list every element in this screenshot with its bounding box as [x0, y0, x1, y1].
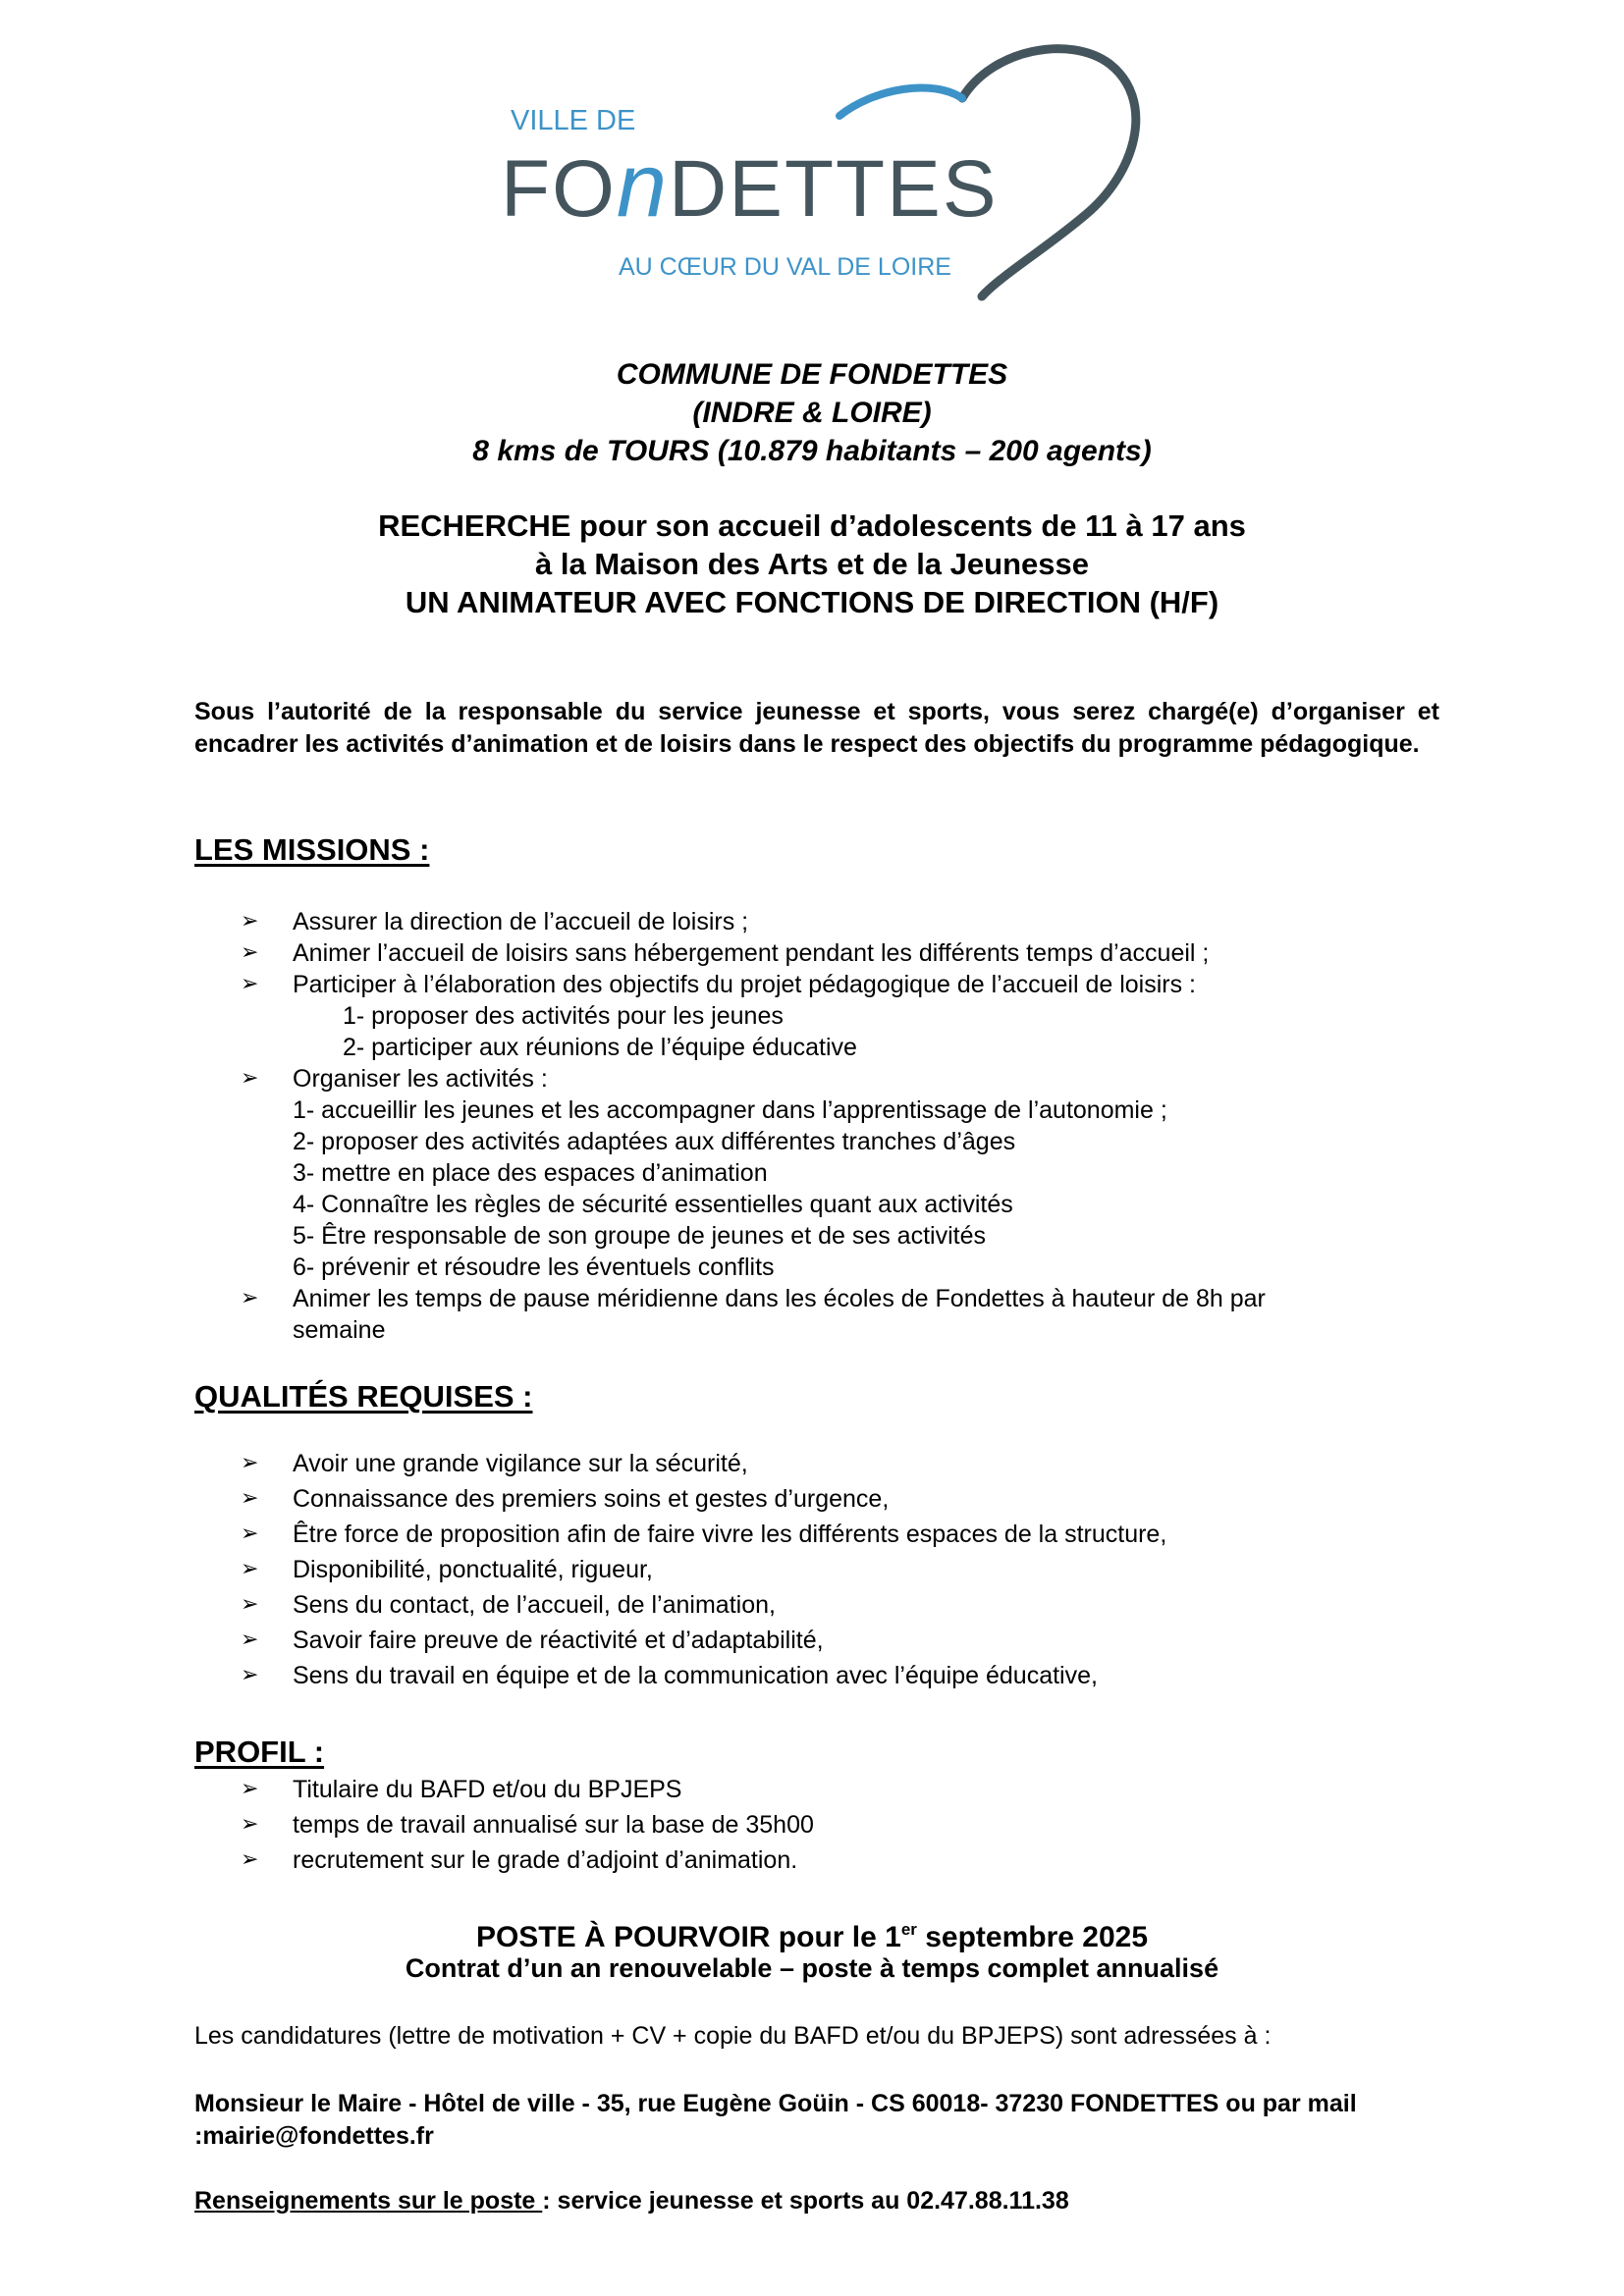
renseignements-line: [194, 2187, 1069, 2216]
sub-item: 1- accueillir les jeunes et les accompagner dans l’apprentissage de l’autonomie ;: [293, 1096, 1167, 1124]
arrowhead-bullet-icon: ➢: [241, 1285, 259, 1309]
address-text: Monsieur le Maire - Hôtel de ville - 35, rue Eugène Goüin - CS 60018- 37230 FONDETTES ou par mail :mairie@fondettes.fr: [194, 2090, 1357, 2150]
poste-heading: POSTE À POURVOIR pour le 1er septembre 2025: [475, 1920, 1149, 1953]
sub-item: 3- mettre en place des espaces d’animation: [293, 1159, 768, 1187]
renseignements-text: : service jeunesse et sports au 02.47.88.11.38: [542, 2187, 1069, 2215]
contrat-line: Contrat d’un an renouvelable – poste à temps complet annualisé: [405, 1953, 1219, 1983]
recherche-block: [0, 507, 1624, 621]
logo-line1: VILLE DE: [511, 105, 636, 136]
arrowhead-bullet-icon: ➢: [241, 1591, 259, 1616]
recherche-line3: UN ANIMATEUR AVEC FONCTIONS DE DIRECTION (H/F): [405, 585, 1219, 619]
arrowhead-bullet-icon: ➢: [241, 1556, 259, 1580]
logo-name-part2: n: [616, 135, 670, 236]
sub-item: 4- Connaître les règles de sécurité essentielles quant aux activités: [293, 1191, 1013, 1218]
header-line2: (INDRE & LOIRE): [692, 397, 932, 429]
sub-item: 6- prévenir et résoudre les éventuels conflits: [293, 1254, 775, 1281]
sub-item: 2- participer aux réunions de l’équipe éducative: [343, 1034, 857, 1061]
job-posting-page: VILLE DE FOnDETTES AU CŒUR DU VAL DE LOIRE COMMUNE DE FONDETTES (INDRE & LOIRE) 8 kms de TOURS (10.879 habitants – 200 agents) RECHERCHE pour son accueil d’adolescents de 11 à 17 ans à la Maison des Arts et de la Jeunesse UN ANIMATEUR AVEC FONCTIONS DE DIRECTION (H/F) Sous l’autorité de la responsable du service jeunesse et sports, vous serez chargé(e) d’organiser et encadrer les activités d’animation et de loisirs dans le respect des objectifs du programme pédagogique. LES MISSIONS : ➢ Assurer la direction de l’accueil de loisirs ; ➢ Animer l’accueil de loisirs sans hébergement pendant les différents temps d’accueil ; ➢ Participer à l’élaboration des objectifs du projet pédagogique de l’accueil de loisirs : 1- proposer des activités pour les jeunes 2- participer aux réunions de l’équipe éducative ➢ Organiser les activités : 1- accueillir les jeunes et les accompagner dans l’apprentissage de l’autonomie ; 2- proposer des activités adaptées aux différentes tranches d’âges 3- mettre en place des espaces d’animation 4- Connaître les règles de sécurité essentielles quant aux activités 5- Être responsable de son groupe de jeunes et de ses activités 6- prévenir et résoudre les éventuels conflits ➢ Animer les temps de pause méridienne dans les écoles de Fondettes à hauteur de 8h par semaine QUALITÉS REQUISES : ➢ Avoir une grande vigilance sur la sécurité, ➢ Connaissance des premiers soins et gestes d’urgence, ➢ Être force de proposition afin de faire vivre les différents espaces de la structure, ➢ Disponibilité, ponctualité, rigueur, ➢ Sens du contact, de l’accueil, de l’animation, ➢ Savoir faire preuve de réactivité et d’adaptabilité, ➢ Sens du travail en équipe et de la communication avec l’équipe éducative, PROFIL : ➢ Titulaire du BAFD et/ou du BPJEPS ➢ temps de travail annualisé sur la base de 35h00 ➢ recrutement sur le grade d’adjoint d’animation. POSTE À POURVOIR pour le 1er septembre 2025 Contrat d’un an renouvelable – poste à temps complet annualisé Les candidatures (lettre de motivation + CV + copie du BAFD et/ou du BPJEPS) sont adressées à : Monsieur le Maire - Hôtel de ville - 35, rue Eugène Goüin - CS 60018- 37230 FONDETTES ou par mail :mairie@fondettes.fr Renseignements sur le poste : service jeunesse et sports au 02.47.88.11.38: [0, 0, 1624, 2296]
arrowhead-bullet-icon: ➢: [241, 1811, 259, 1836]
arrowhead-bullet-icon: ➢: [241, 1521, 259, 1545]
commune-header: [0, 355, 1624, 470]
header-line3: 8 kms de TOURS (10.879 habitants – 200 agents): [472, 435, 1152, 467]
logo-name-part3: DETTES: [669, 144, 999, 234]
recherche-line2: à la Maison des Arts et de la Jeunesse: [535, 547, 1089, 581]
sub-item: 2- proposer des activités adaptées aux différentes tranches d’âges: [293, 1128, 1016, 1155]
arrowhead-bullet-icon: ➢: [241, 1450, 259, 1474]
renseignements-label: Renseignements sur le poste: [194, 2187, 543, 2215]
missions-title: LES MISSIONS :: [194, 832, 430, 867]
sub-item: semaine: [293, 1316, 386, 1344]
profil-title: PROFIL :: [194, 1735, 325, 1769]
arrowhead-bullet-icon: ➢: [241, 1627, 259, 1651]
header-line1: COMMUNE DE FONDETTES: [616, 358, 1008, 391]
arrowhead-bullet-icon: ➢: [241, 908, 259, 933]
logo-tagline: AU CŒUR DU VAL DE LOIRE: [619, 253, 951, 281]
sub-item: 5- Être responsable de son groupe de jeunes et de ses activités: [293, 1222, 986, 1250]
logo-name-part1: FO: [501, 144, 617, 234]
arrowhead-bullet-icon: ➢: [241, 1065, 259, 1090]
recherche-line1: RECHERCHE pour son accueil d’adolescents de 11 à 17 ans: [378, 508, 1246, 543]
arrowhead-bullet-icon: ➢: [241, 1776, 259, 1800]
arrowhead-bullet-icon: ➢: [241, 971, 259, 995]
arrowhead-bullet-icon: ➢: [241, 1846, 259, 1871]
arrowhead-bullet-icon: ➢: [241, 939, 259, 964]
arrowhead-bullet-icon: ➢: [241, 1662, 259, 1686]
arrowhead-bullet-icon: ➢: [241, 1485, 259, 1510]
candidatures-text: Les candidatures (lettre de motivation + CV + copie du BAFD et/ou du BPJEPS) sont adressées à :: [194, 2022, 1272, 2050]
qualites-title: QUALITÉS REQUISES :: [194, 1379, 533, 1414]
intro-paragraph: Sous l’autorité de la responsable du service jeunesse et sports, vous serez chargé(e) d’organiser et encadrer les activités d’animation et de loisirs dans le respect des objectifs du programme pédagogique.: [194, 698, 1439, 758]
svg-text:FOnDETTES: [501, 135, 999, 236]
fondettes-logo: [501, 39, 1168, 304]
sub-item: 1- proposer des activités pour les jeunes: [343, 1002, 784, 1030]
